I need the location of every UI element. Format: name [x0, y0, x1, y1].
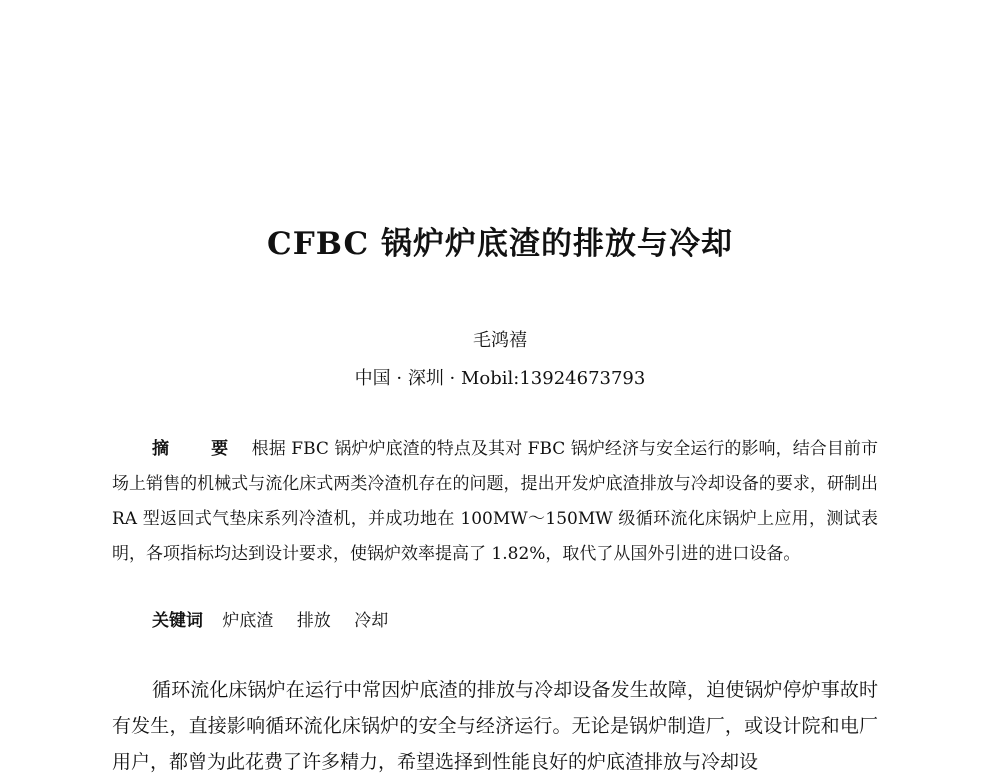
keywords [152, 606, 872, 631]
abstract [112, 432, 878, 572]
body-paragraph: 循环流化床锅炉在运行中常因炉底渣的排放与冷却设备发生故障，迫使锅炉停炉事故时有发生，直接影响循环流化床锅炉的安全与经济运行。无论是锅炉制造厂，或设计院和电厂用户，都曾为此花费了许多精力，希望选择到性能良好的炉底渣排放与冷却设 [112, 679, 878, 773]
keywords-label: 关键词 [152, 611, 203, 631]
abstract-text: 根据 FBC 锅炉炉底渣的特点及其对 FBC 锅炉经济与安全运行的影响，结合目前市场上销售的机械式与流化床式两类冷渣机存在的问题，提出开发炉底渣排放与冷却设备的要求，研制出 RA 型返回式气垫床系列冷渣机，并成功地在 100MW～150MW 级循环流化床锅炉上应用，测试表明，各项指标均达到设计要求，使锅炉效率提高了 1.82%，取代了从国外引进的进口设备。 [112, 439, 879, 564]
author-name: 毛鸿禧 [473, 330, 527, 351]
keyword-item: 排放 [296, 611, 331, 631]
paper-title: CFBC 锅炉炉底渣的排放与冷却 [267, 226, 733, 262]
author-affiliation: 中国 · 深圳 · Mobil:13924673793 [354, 368, 646, 389]
keyword-item: 炉底渣 [222, 611, 274, 631]
abstract-label: 摘 要 [152, 439, 247, 459]
keyword-item: 冷却 [354, 611, 389, 631]
